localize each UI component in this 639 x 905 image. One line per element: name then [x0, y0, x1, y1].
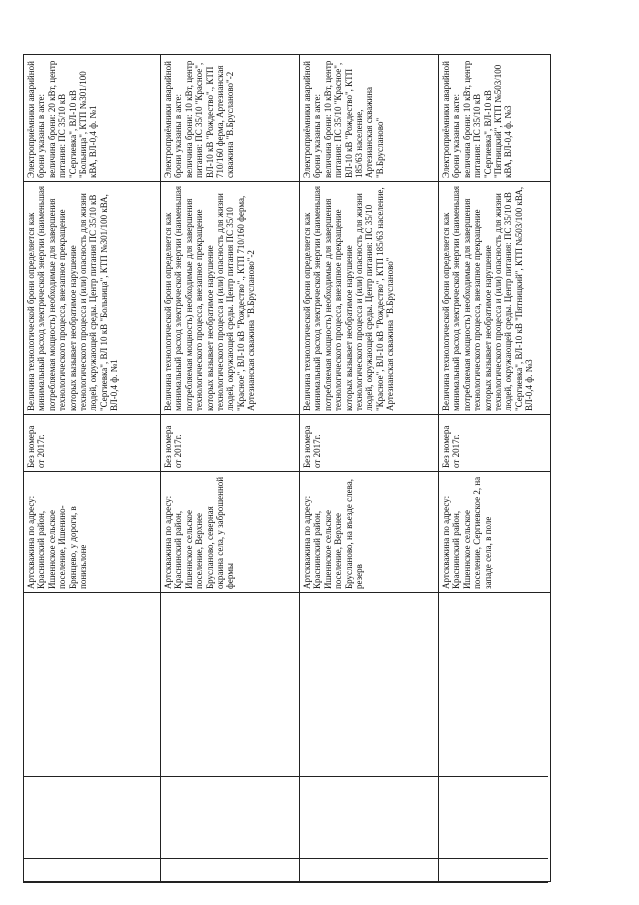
table-row — [24, 55, 161, 882]
table-row — [439, 55, 551, 882]
number-cell: Без номера от 2017г. — [439, 415, 551, 472]
object-cell: Артскважина по адресу: Краснинский район, Ишеннское сельское поселение, Ишенино-Брянцево, у дороги, в понизьлоне — [24, 472, 161, 593]
horizontal-rule — [23, 776, 548, 777]
horizontal-rule — [23, 858, 548, 859]
number-cell: Без номера от 2017г. — [24, 415, 161, 472]
emergency-reserve-cell: Электроприёмники аварийной брони указаны в акте: величина брони: 10 кВт, центр питания: ПС 35/10 кВ "Сергиевка", ВЛ-10 кВ "Пятницкий", КТП №503/100 кВА, ВЛ-0,4 ф. №3 — [439, 55, 551, 182]
empty-cell — [300, 593, 439, 882]
number-cell: Без номера от 2017г. — [300, 415, 439, 472]
empty-cell — [24, 593, 161, 882]
number-cell: Без номера от 2017г. — [161, 415, 300, 472]
table-row — [161, 55, 300, 882]
tech-reserve-cell: Величина технологической брони определяется как минимальный расход электрической энергии (наименьшая потребляемая мощность) необходимые для завершения технологического процесса, внезапное прекращение которых вызывает необратимое нарушение технологического процесса и (или) опасность для жизни людей, окружающей среды. Центр питания: ПС 35/10 "Красное", ВЛ-10 кВ "Рождество", КТП 185/63 население, Артезианская скважина "В.Брусланово" — [300, 182, 439, 415]
rotated-page — [23, 24, 557, 882]
object-cell: Артскважина по адресу: Краснинский район, Ишеннское сельское поселение, Верхнее Брусланово, на въезде слева, резерв — [300, 472, 439, 593]
empty-cell — [439, 593, 551, 882]
emergency-reserve-cell: Электроприёмники аварийной брони указаны в акте: величина брони: 10 кВт, центр питания: ПС 35/10 "Красное", ВЛ-10 кВ "Рождество"., КТП 710/160 ферма, Артезианская скважина "В.Брусланово"-2 — [161, 55, 300, 182]
emergency-reserve-cell: Электроприёмники аварийной брони указаны в акте: величина брони: 20 кВт, центр питания: ПС 35/10 кВ "Сергиевка", ВЛ-10 кВ "Больница", КТП №301/100 кВА, ВЛ-0,4 ф. №1 — [24, 55, 161, 182]
empty-cell — [161, 593, 300, 882]
tech-reserve-cell: Величина технологической брони определяется как минимальный расход электрической энергии (наименьшая потребляемая мощность) необходимые для завершения технологического процесса, внезапное прекращение которых вызывает необратимое нарушение технологического процесса и (или) опасность для жизни людей, окружающей среды. Центр питания ПС 35/10 "Красное", ВЛ-10 кВ "Рождество"., КТП 710/160 ферма, Артезианская скважина "В.Брусланово"-2 — [161, 182, 300, 415]
table-row — [300, 55, 439, 882]
horizontal-rule — [23, 882, 548, 883]
tech-reserve-cell: Величина технологической брони определяется как минимальный расход электрической энергии (наименьшая потребляемая мощность) необходимые для завершения технологического процесса, внезапное прекращение которых вызывает необратимое нарушение технологического процесса и (или) опасность для жизни людей, окружающей среды. Центр питания ПС 35/10 кВ "Сергиевка", ВЛ 10 кВ "Больница", КТП №301/100 кВА, ВЛ-0,4 ф. №1 — [24, 182, 161, 415]
tech-reserve-cell: Величина технологической брони определяется как минимальный расход электрической энергии (наименьшая потребляемая мощность) необходимые для завершения технологического процесса, внезапное прекращение которых вызывает необратимое нарушение технологического процесса и (или) опасность для жизни людей, окружающей среды. Центр питания: ПС 35/10 кВ "Сергиевка", ВЛ-10 кВ "Пятницкий", КТП №503/100 кВА, ВЛ-0,4 ф. №3 — [439, 182, 551, 415]
object-cell: Артскважина по адресу: Краснинский район, Ишеннское сельское поселение, Сергиевское 2, на западе села, в поле — [439, 472, 551, 593]
emergency-reserve-cell: Электроприёмники аварийной брони указаны в акте: величина брони: 10 кВт, центр питания: ПС 35/10 "Красное", ВЛ-10 кВ "Рождество", КТП 185/63 население, Артезианская скважина "В.Брусланово" — [300, 55, 439, 182]
object-cell: Артскважина по адресу: Краснинский район, Ишеннское сельское поселение, Верхнее Брусланово, северная окраина села, у заброшенной фермы — [161, 472, 300, 593]
reserve-table — [23, 54, 551, 882]
